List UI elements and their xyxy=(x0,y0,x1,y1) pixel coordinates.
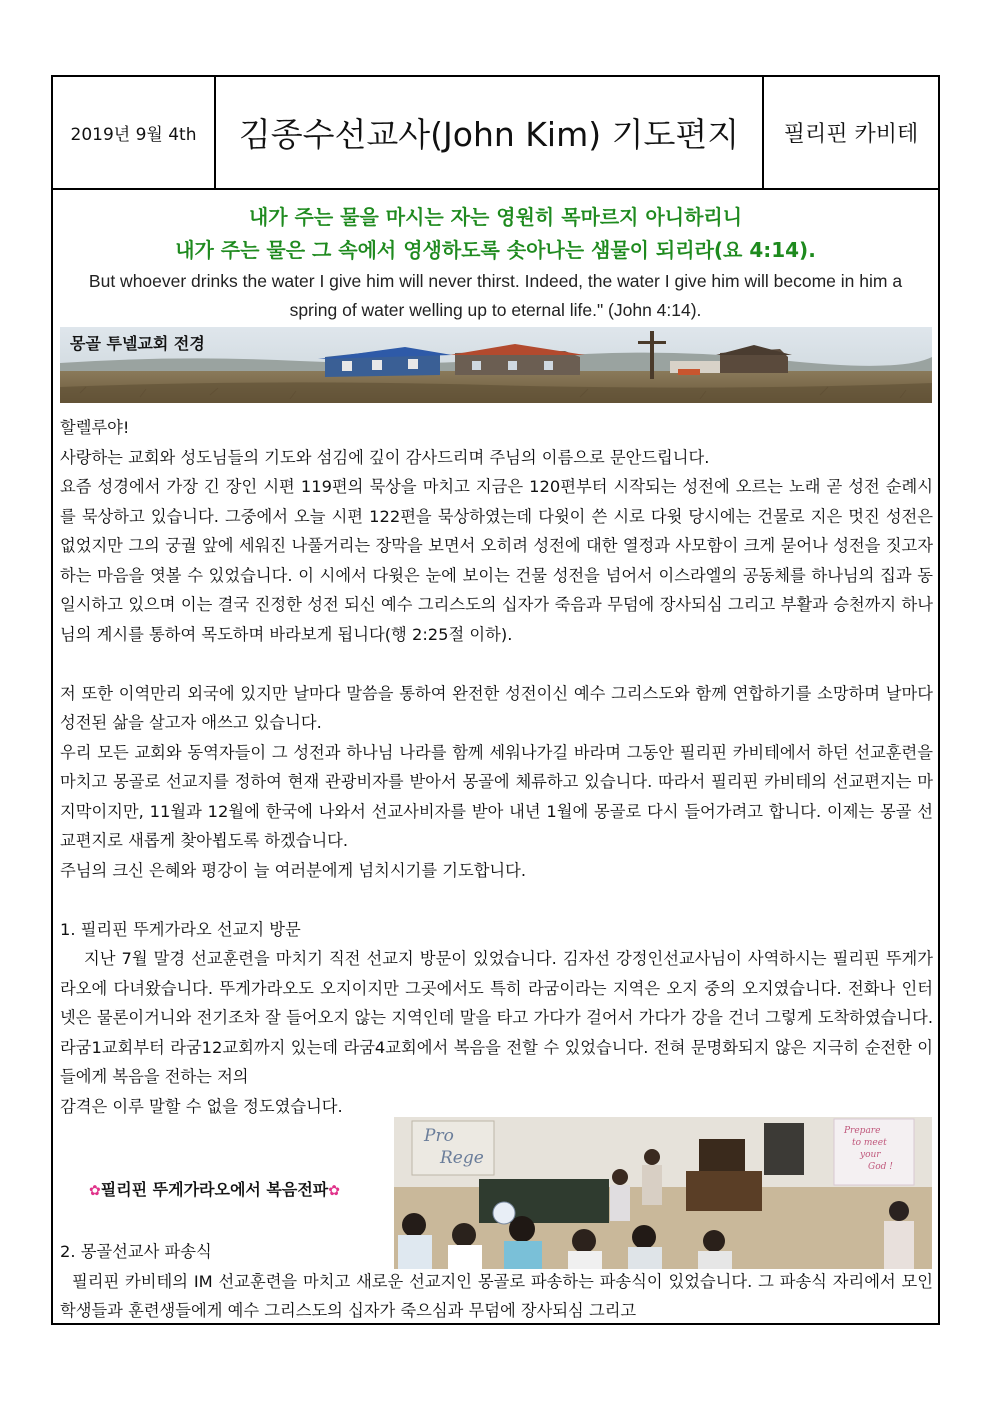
section-1-title: 1. 필리핀 뚜게가라오 선교지 방문 xyxy=(60,919,301,939)
section-1-text: 지난 7월 말경 선교훈련을 마치기 직전 선교지 방문이 있었습니다. 김자선 강정인선교사님이 사역하시는 필리핀 뚜게가라오에 다녀왔습니다. 뚜게가라오도 오지이지만 그곳에서도 특히 라굼이라는 지역은 오지 중의 오지였습니다. 전화나 인터넷은 물론이거니와 전기조차 잘 들어오지 않는 지역인데 말을 타고 가다가 걸어서 가다가 강을 건너 그렇게 도착하였습니다. 라굼1교회부터 라굼12교회까지 있는데 라굼4교회에서 복음을 전할 수 있었습니다. 전혀 문명화되지 않은 지극히 순전한 이들에게 복음을 전하는 저의 xyxy=(60,949,933,1086)
banner-label: 몽골 투넬교회 전경 xyxy=(70,334,205,353)
flower-icon: ✿ xyxy=(89,1183,101,1199)
section-2-title: 2. 몽골선교사 파송식 xyxy=(60,1242,212,1261)
poster-text-1: Prepare xyxy=(844,1126,881,1136)
photo-caption-text: 필리핀 뚜게가라오에서 복음전파 xyxy=(100,1180,329,1199)
greeting: 할렐루야! xyxy=(60,418,130,437)
letter-title: 김종수선교사(John Kim) 기도편지 xyxy=(238,115,740,154)
paragraph-hope: 저 또한 이역만리 외국에 있지만 날마다 말씀을 통하여 완전한 성전이신 예수 그리스도와 함께 연합하기를 소망하며 날마다 성전된 삶을 살고자 애쓰고 있습니다. xyxy=(60,683,933,732)
letter-body xyxy=(60,413,933,1121)
section-1-last-line: 감격은 이루 말할 수 없을 정도였습니다. xyxy=(60,1096,343,1116)
section-2-text: 필리핀 카비테의 IM 선교훈련을 마치고 새로운 선교지인 몽골로 파송하는 파송식이 있었습니다. 그 파송식 자리에서 모인 학생들과 훈련생들에게 예수 그리스도의 십자가 죽으심과 무덤에 장사되심 그리고 xyxy=(60,1271,933,1320)
photo-caption xyxy=(89,1177,340,1200)
poster-text-3: your xyxy=(860,1150,881,1160)
paragraph-meditation: 요즘 성경에서 가장 긴 장인 시편 119편의 묵상을 마치고 지금은 120편부터 시작되는 성전에 오르는 노래 곧 성전 순례시를 묵상하고 있습니다. 그중에서 오늘 시편 122편을 묵상하였는데 다윗이 쓴 시로 다윗 당시에는 건물로 지은 멋진 성전은 없었지만 그의 궁궐 앞에 세워진 나풀거리는 장막을 보면서 오히려 성전에 대한 열정과 사모함이 크게 묻어나 성전을 짓고자 하는 마음을 엿볼 수 있었습니다. 이 시에서 다윗은 눈에 보이는 건물 성전을 넘어서 이스라엘의 공동체를 하나님의 집과 동일시하고 있으며 이는 결국 진정한 성전 되신 예수 그리스도의 십자가 죽음과 무덤에 장사되심 그리고 부활과 승천까지 하나님의 계시를 통하여 목도하며 바라보게 됩니다(행 2:25절 이하). xyxy=(60,477,933,644)
paragraph-thanks: 사랑하는 교회와 성도님들의 기도와 섬김에 깊이 감사드리며 주님의 이름으로 문안드립니다. xyxy=(60,447,710,467)
banner-text-pro: Pro xyxy=(424,1126,454,1146)
paragraph-prayer: 주님의 크신 은혜와 평강이 늘 여러분에게 넘치시기를 기도합니다. xyxy=(60,860,527,880)
poster-text-2: to meet xyxy=(852,1138,887,1148)
section-2 xyxy=(60,1237,933,1325)
church-banner-photo xyxy=(60,327,932,403)
letter-frame xyxy=(51,75,940,1325)
poster-text-4: God ! xyxy=(868,1162,893,1172)
verse-korean-line-2: 내가 주는 물은 그 속에서 영생하도록 솟아나는 샘물이 되리라(요 4:14). xyxy=(175,238,816,262)
paragraph-mongolia: 우리 모든 교회와 동역자들이 그 성전과 하나님 나라를 함께 세워나가길 바라며 그동안 필리핀 카비테에서 하던 선교훈련을 마치고 몽골로 선교지를 정하여 현재 관광비자를 받아서 몽골에 체류하고 있습니다. 따라서 필리핀 카비테의 선교편지는 마지막이지만, 11월과 12월에 한국에 나와서 선교사비자를 받아 내년 1월에 몽골로 다시 들어가려고 합니다. 이제는 몽골 선교편지로 새롭게 찾아뵙도록 하겠습니다. xyxy=(60,742,933,850)
banner-text-rege: Rege xyxy=(440,1148,484,1168)
verse-english: But whoever drinks the water I give him will never thirst. Indeed, the water I give him will become in him a spring of water welling up to eternal life." (John 4:14). xyxy=(88,271,903,320)
verse-korean-line-1: 내가 주는 물을 마시는 자는 영원히 목마르지 아니하리니 xyxy=(248,205,743,229)
letter-location: 필리핀 카비테 xyxy=(762,77,938,188)
letter-date: 2019년 9월 4th xyxy=(53,77,216,188)
letter-header xyxy=(53,77,938,190)
flower-icon: ✿ xyxy=(328,1183,340,1199)
